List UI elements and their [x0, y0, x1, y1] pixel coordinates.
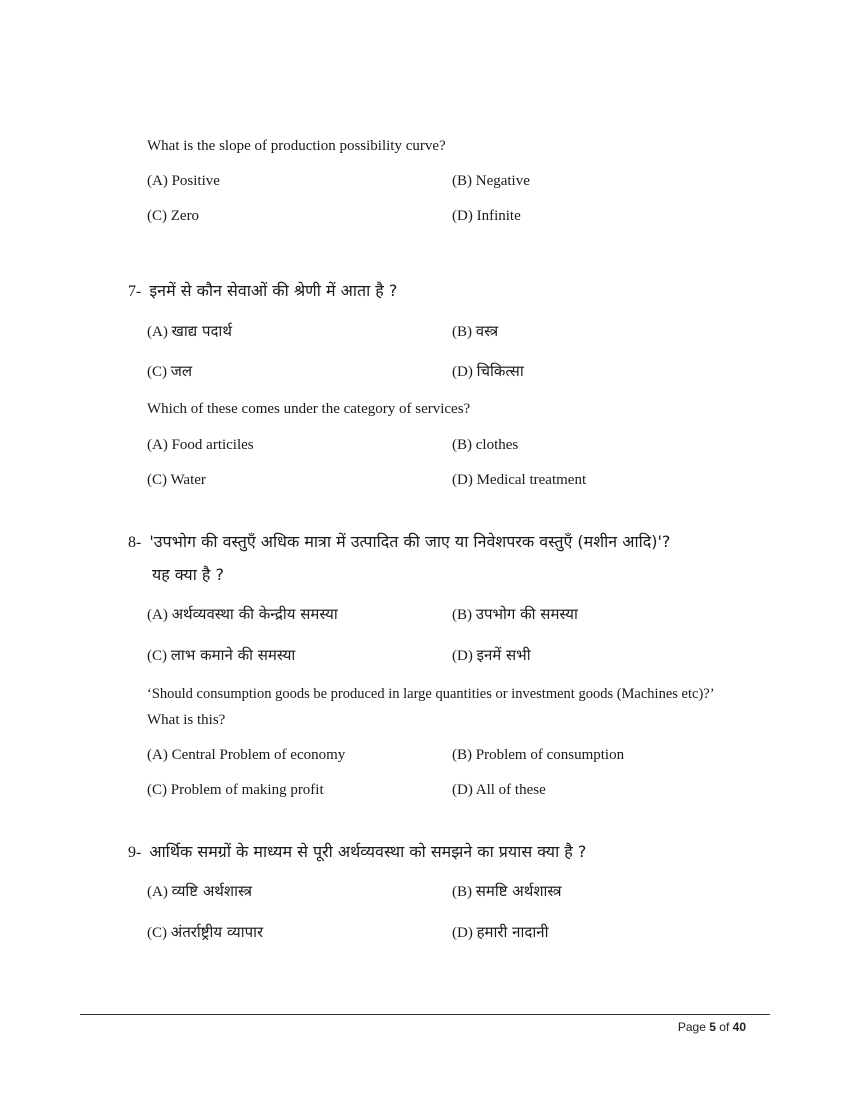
page-footer [678, 1020, 746, 1034]
q7-hindi-c-text: जल [170, 362, 193, 380]
q7-hindi-b-text: वस्त्र [475, 322, 499, 340]
q7-option-c: (C) Water [147, 472, 206, 488]
q8-hindi-b-text: उपभोग की समस्या [475, 605, 578, 623]
page-number: 5 [709, 1020, 716, 1034]
q7-option-a: (A) Food articiles [147, 437, 254, 453]
q9-hindi-option-a [147, 881, 252, 901]
q8-hindi-a-text: अर्थव्यवस्था की केन्द्रीय समस्या [171, 605, 338, 623]
q8-hindi-c-text: लाभ कमाने की समस्या [170, 646, 296, 664]
q7-hindi-c-prefix: (C) [147, 364, 167, 380]
q8-option-d: (D) All of these [452, 782, 546, 798]
q8-option-b: (B) Problem of consumption [452, 747, 625, 763]
q7-hindi-d-text: चिकित्सा [476, 362, 524, 380]
q9-hindi-b-prefix: (B) [452, 884, 472, 900]
q8-hindi-option-c [147, 645, 295, 665]
q8-english-line1: ‘Should consumption goods be produced in large quantities or investment goods (Machines etc)?’ [147, 686, 715, 702]
q9-hindi-option-d [452, 922, 548, 942]
q7-hindi-question [128, 279, 397, 301]
q8-hindi-option-d [452, 645, 531, 665]
q6-option-b: (B) Negative [452, 173, 530, 189]
q9-hindi-b-text: समष्टि अर्थशास्त्र [475, 882, 562, 900]
q7-hindi-a-prefix: (A) [147, 324, 168, 340]
q9-hindi-d-text: हमारी नादानी [476, 923, 549, 941]
page-total: 40 [732, 1020, 746, 1034]
q8-option-c: (C) Problem of making profit [147, 782, 324, 798]
q7-english-text: Which of these comes under the category of services? [147, 401, 471, 417]
q6-option-d: (D) Infinite [452, 208, 521, 224]
q8-hindi-d-text: इनमें सभी [476, 646, 531, 664]
q9-hindi-question [128, 840, 586, 862]
q8-hindi-b-prefix: (B) [452, 607, 472, 623]
q6-option-a: (A) Positive [147, 173, 220, 189]
q8-hindi-line2: यह क्या है ? [152, 565, 225, 584]
q7-hindi-a-text: खाद्य पदार्थ [171, 322, 232, 340]
of-label: of [719, 1020, 730, 1034]
q7-hindi-option-c [147, 361, 192, 381]
q9-hindi-a-text: व्यष्टि अर्थशास्त्र [171, 882, 253, 900]
q9-hindi-c-prefix: (C) [147, 925, 167, 941]
q9-hindi-option-b [452, 881, 562, 901]
page-label: Page [677, 1020, 706, 1034]
q9-hindi-a-prefix: (A) [147, 884, 168, 900]
q9-hindi-d-prefix: (D) [452, 925, 473, 941]
q7-option-b: (B) clothes [452, 437, 519, 453]
q9-hindi-text: आर्थिक समग्रों के माध्यम से पूरी अर्थव्यवस्था को समझने का प्रयास क्या है ? [149, 842, 587, 861]
q9-hindi-option-c [147, 922, 263, 942]
q7-hindi-option-a [147, 321, 232, 341]
q8-hindi-option-b [452, 604, 578, 624]
q8-option-a: (A) Central Problem of economy [147, 747, 346, 763]
q7-hindi-option-d [452, 361, 524, 381]
q8-hindi-line2-wrap [152, 563, 224, 585]
q6-english-text: What is the slope of production possibility curve? [147, 138, 446, 154]
q8-english-line2: What is this? [147, 712, 226, 728]
q8-number: 8- [128, 534, 142, 551]
q7-hindi-option-b [452, 321, 498, 341]
q7-hindi-d-prefix: (D) [452, 364, 473, 380]
footer-divider [80, 1014, 770, 1015]
q6-option-c: (C) Zero [147, 208, 200, 224]
q9-hindi-c-text: अंतर्राष्ट्रीय व्यापार [170, 923, 264, 941]
q7-number: 7- [128, 283, 142, 300]
q7-option-d: (D) Medical treatment [452, 472, 587, 488]
q8-hindi-a-prefix: (A) [147, 607, 168, 623]
q8-hindi-line1: 'उपभोग की वस्तुएँ अधिक मात्रा में उत्पादित की जाए या निवेशपरक वस्तुएँ (मशीन आदि)'? [149, 532, 671, 551]
q7-hindi-text: इनमें से कौन सेवाओं की श्रेणी में आता है ? [149, 281, 398, 300]
q8-hindi-option-a [147, 604, 338, 624]
q8-hindi-question [128, 530, 670, 552]
q8-hindi-d-prefix: (D) [452, 648, 473, 664]
q9-number: 9- [128, 844, 142, 861]
q7-hindi-b-prefix: (B) [452, 324, 472, 340]
q8-hindi-c-prefix: (C) [147, 648, 167, 664]
